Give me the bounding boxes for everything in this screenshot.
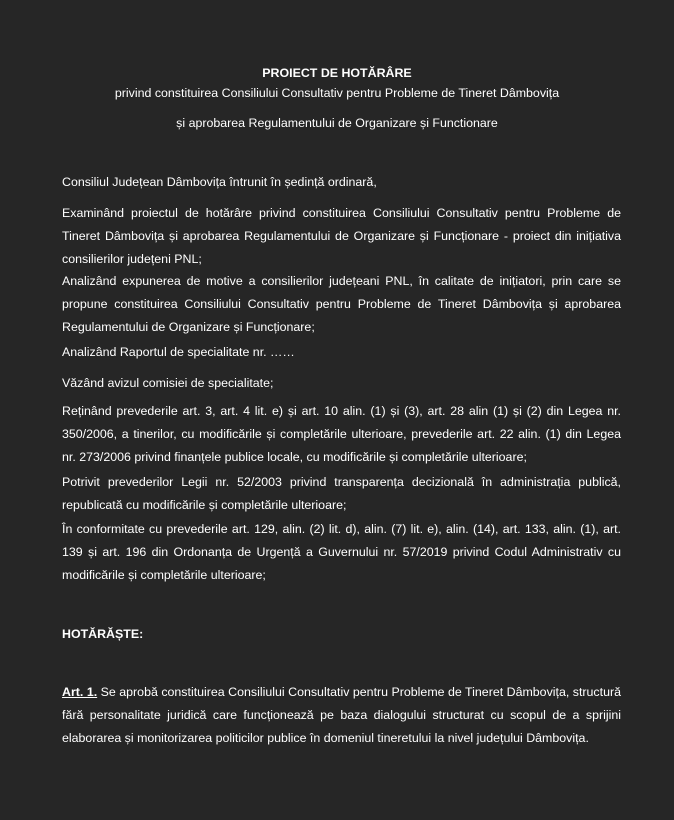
preamble-paragraph: Examinând proiectul de hotărâre privind constituirea Consiliului Consultativ pentru Probleme de Tineret Dâmbovița și aprobarea Regulamentului de Organizare și Funcționare - proiect din inițiativa consilierilor județeni PNL;: [62, 206, 621, 266]
decision-heading: HOTĂRĂȘTE:: [62, 627, 144, 641]
preamble-paragraph: Potrivit prevederilor Legii nr. 52/2003 privind transparența decizională în administrația publică, republicată cu modificările și completările ulterioare;: [62, 475, 621, 512]
document-subtitle-line-2: și aprobarea Regulamentului de Organizare și Functionare: [176, 116, 498, 130]
preamble-paragraph: Analizând Raportul de specialitate nr. ……: [62, 345, 295, 359]
preamble-paragraph: Consiliul Județean Dâmbovița întrunit în ședință ordinară,: [62, 175, 377, 189]
preamble-paragraph: În conformitate cu prevederile art. 129, alin. (2) lit. d), alin. (7) lit. e), alin. (14), art. 133, alin. (1), art. 139 și art. 196 din Ordonanța de Urgență a Guvernului nr. 57/2019 privind Codul Administrativ cu modificările și completările ulterioare;: [62, 522, 621, 582]
document-title: PROIECT DE HOTĂRÂRE: [262, 66, 412, 80]
article-paragraph: [62, 681, 621, 750]
document-subtitle-line-1: privind constituirea Consiliului Consultativ pentru Probleme de Tineret Dâmbovița: [114, 86, 560, 100]
article-text: Se aprobă constituirea Consiliului Consultativ pentru Probleme de Tineret Dâmbovița, structură fără personalitate juridică care funcționează pe baza dialogului structurat cu scopul de a sprijini elaborarea și monitorizarea politicilor publice în domeniul tineretului la nivel județului Dâmbovița.: [62, 685, 621, 745]
article-label: Art. 1.: [62, 685, 98, 699]
preamble-paragraph: Văzând avizul comisiei de specialitate;: [62, 376, 274, 390]
preamble-paragraph: Reținând prevederile art. 3, art. 4 lit. e) și art. 10 alin. (1) și (3), art. 28 alin (1) și (2) din Legea nr. 350/2006, a tinerilor, cu modificările și completările ulterioare, prevederile art. 22 alin. (1) din Legea nr. 273/2006 privind finanțele publice locale, cu modificările și completările ulterioare;: [62, 404, 621, 464]
preamble-paragraph: Analizând expunerea de motive a consilierilor județeani PNL, în calitate de inițiatori, prin care se propune constituirea Consiliului Consultativ pentru Probleme de Tineret Dâmbovița și aprobarea Regulamentului de Organizare și Funcționare;: [62, 274, 621, 334]
